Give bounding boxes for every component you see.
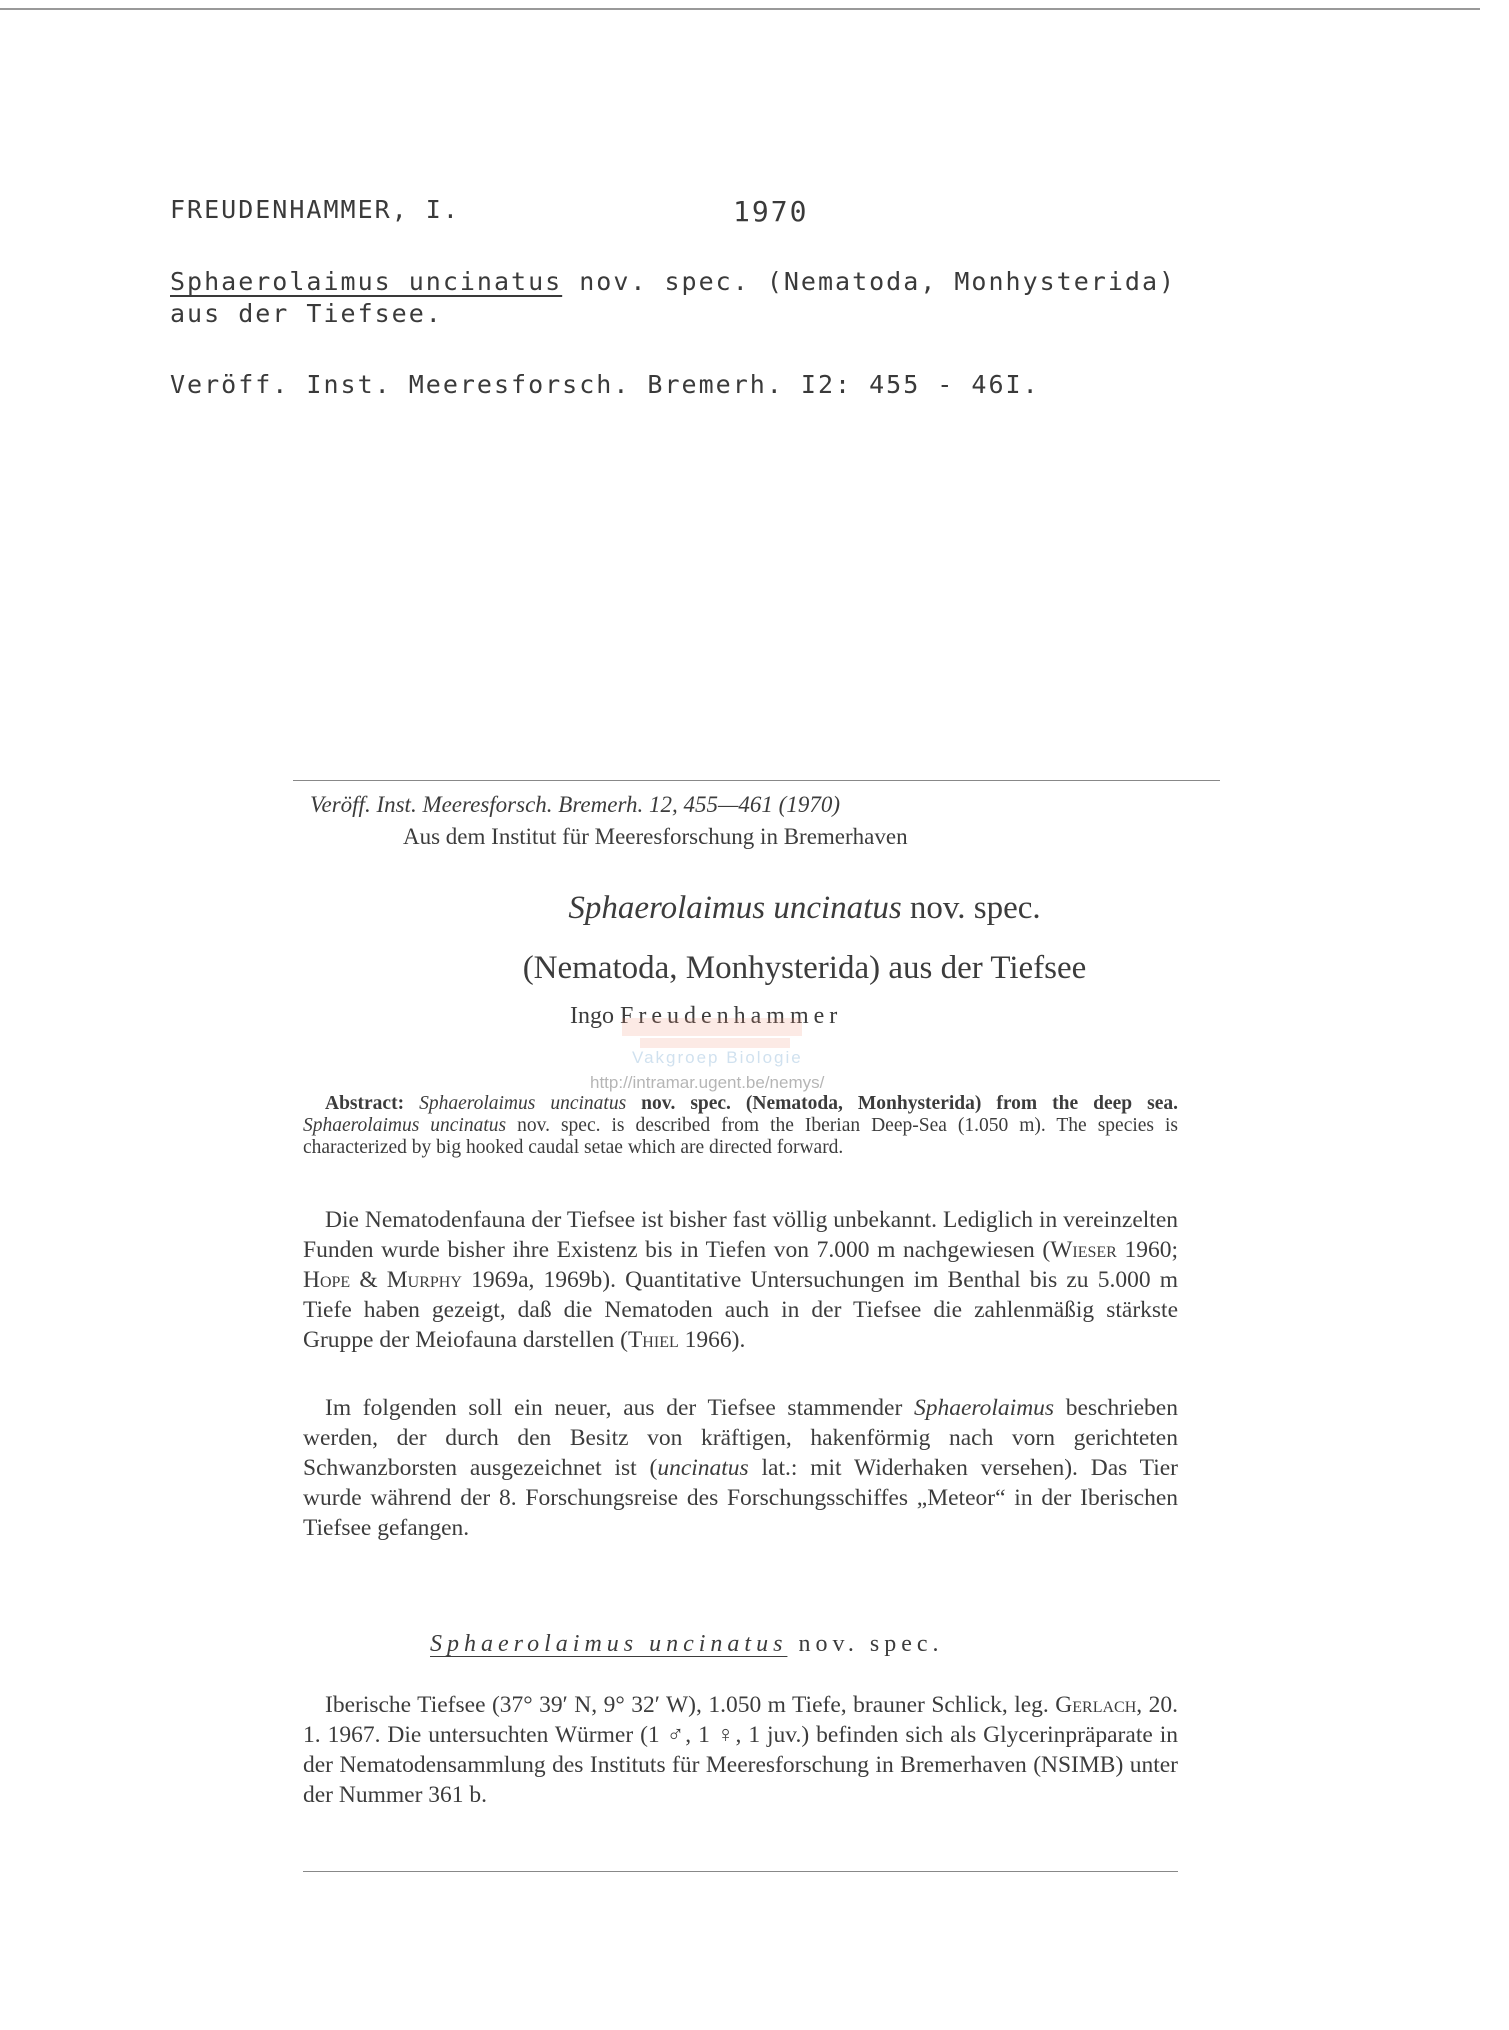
abstract	[303, 1093, 1178, 1159]
card-citation: Veröff. Inst. Meeresforsch. Bremerh. I2: 455 - 46I.	[170, 370, 1040, 399]
watermark-logo-band	[640, 1038, 790, 1048]
article-title-nov: nov. spec.	[909, 890, 1041, 926]
article-title	[0, 878, 1509, 998]
card-title	[170, 266, 1176, 330]
author-last: Freudenhammer	[620, 1003, 843, 1029]
article-top-rule	[293, 780, 1220, 781]
watermark-url: http://intramar.ugent.be/nemys/	[590, 1073, 825, 1092]
abstract-species-2: Sphaerolaimus uncinatus	[303, 1115, 507, 1136]
institute-line: Aus dem Institut für Meeresforschung in Bremerhaven	[403, 824, 908, 849]
article-title-line2: (Nematoda, Monhysterida) aus der Tiefsee	[522, 950, 1087, 986]
card-author: FREUDENHAMMER, I.	[170, 195, 460, 224]
paragraph-2: Im folgenden soll ein neuer, aus der Tiefsee stammender Sphaerolaimus beschrieben werden, der durch den Besitz von kräftigen, hakenförmig nach vorn gerichteten Schwanzborsten ausgezeichnet ist (uncinatus lat.: mit Widerhaken versehen). Das Tier wurde während der 8. Forschungsreise des Forschungsschiffes „Meteor“ in der Iberischen Tiefsee gefangen.	[303, 1395, 1179, 1541]
article-title-species: Sphaerolaimus uncinatus	[568, 890, 902, 926]
paragraph-3: Iberische Tiefsee (37° 39′ N, 9° 32′ W), 1.050 m Tiefe, brauner Schlick, leg. Gerlach, 20. 1. 1967. Die untersuchten Würmer (1 ♂, 1 ♀, 1 juv.) befinden sich als Glycerinpräparate in der Nematodensammlung des Instituts für Meeresforschung in Bremerhaven (NSIMB) unter der Nummer 361 b.	[303, 1692, 1178, 1808]
ref-thiel: Thiel	[627, 1327, 679, 1353]
uncinatus-term: uncinatus	[657, 1455, 749, 1481]
watermark-org: Vakgroep Biologie	[632, 1048, 803, 1067]
genus-name: Sphaerolaimus	[913, 1395, 1055, 1421]
ref-murphy: Murphy	[386, 1267, 462, 1293]
section-species: Sphaerolaimus uncinatus	[430, 1631, 788, 1657]
card-title-line2: aus der Tiefsee.	[170, 299, 443, 328]
author-first: Ingo	[570, 1003, 614, 1029]
journal-line: Veröff. Inst. Meeresforsch. Bremerh. 12, 455—461 (1970)	[310, 792, 840, 817]
paragraph-1: Die Nematodenfauna der Tiefsee ist bisher fast völlig unbekannt. Lediglich in vereinzelten Funden wurde bisher ihre Existenz bis in Tiefen von 7.000 m nachgewiesen (Wieser 1960; Hope & Murphy 1969a, 1969b). Quantitative Untersuchungen im Benthal bis zu 5.000 m Tiefe haben gezeigt, daß die Nematoden auch in der Tiefsee die zahlenmäßig stärkste Gruppe der Meiofauna darstellen (Thiel 1966).	[303, 1207, 1178, 1353]
watermark-logo	[622, 1018, 802, 1036]
ref-wieser: Wieser	[1050, 1237, 1117, 1263]
card-year: 1970	[733, 195, 809, 228]
abstract-label: Abstract:	[325, 1093, 405, 1114]
article-bottom-rule	[303, 1871, 1178, 1872]
ref-hope: Hope	[303, 1267, 351, 1293]
abstract-bold-rest: nov. spec. (Nematoda, Monhysterida) from the deep sea.	[641, 1093, 1178, 1114]
abstract-rest: nov. spec. is described from the Iberian Deep-Sea (1.050 m). The species is characterized by big hooked caudal setae which are directed forward.	[303, 1115, 1179, 1158]
card-title-species: Sphaerolaimus uncinatus	[170, 267, 563, 296]
section-nov: nov. spec.	[798, 1631, 944, 1657]
ref-gerlach: Gerlach	[1055, 1692, 1137, 1718]
abstract-species: Sphaerolaimus uncinatus	[419, 1093, 627, 1114]
scan-top-edge	[0, 8, 1480, 10]
section-heading	[430, 1631, 944, 1658]
card-title-rest: nov. spec. (Nematoda, Monhysterida)	[579, 267, 1177, 296]
